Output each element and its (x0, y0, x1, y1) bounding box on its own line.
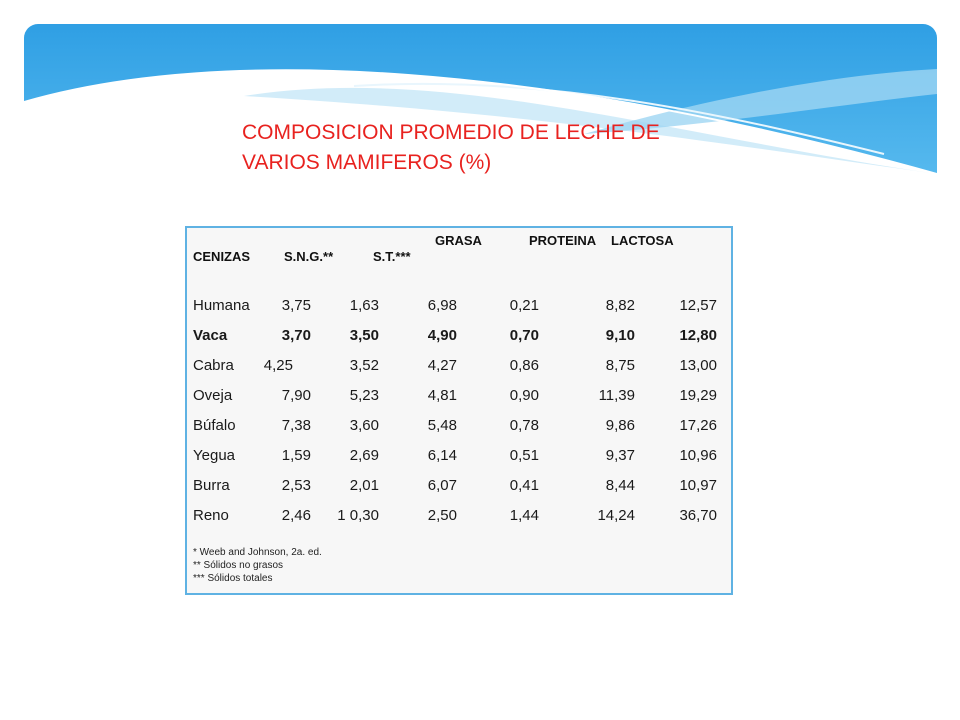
slide-title-line2: VARIOS MAMIFEROS (%) (242, 151, 492, 174)
table-cell: 2,50 (427, 507, 457, 524)
table-cell: 8,82 (605, 297, 635, 314)
row-label: Reno (193, 507, 229, 524)
table-cell: 8,75 (605, 357, 635, 374)
table-cell: 0,86 (509, 357, 539, 374)
table-cell: 4,27 (427, 357, 457, 374)
table-cell: 10,97 (679, 477, 717, 494)
table-cell: 0,41 (509, 477, 539, 494)
header-cenizas: CENIZAS (193, 249, 251, 264)
table-cell: 3,60 (349, 417, 379, 434)
table-cell: 36,70 (679, 507, 717, 524)
table-cell: 19,29 (679, 387, 717, 404)
table-cell: 13,00 (679, 357, 717, 374)
milk-composition-table (185, 226, 733, 595)
table-cell: 2,53 (281, 477, 311, 494)
table-cell: 6,14 (427, 447, 457, 464)
table-cell: 4,81 (427, 387, 457, 404)
table-cell: 3,75 (281, 297, 311, 314)
row-label: Vaca (193, 327, 228, 344)
header-sng: S.N.G.** (284, 249, 334, 264)
table-cell: 5,23 (349, 387, 379, 404)
table-cell: 0,90 (509, 387, 539, 404)
table-cell: 1,44 (509, 507, 539, 524)
table-cell: 7,38 (281, 417, 311, 434)
table-cell: 6,07 (427, 477, 457, 494)
header-grasa: GRASA (435, 233, 482, 248)
table-cell: 6,98 (427, 297, 457, 314)
table-footnotes (193, 546, 322, 585)
header-st: S.T.*** (373, 249, 411, 264)
footnote: * Weeb and Johnson, 2a. ed. (193, 547, 322, 558)
table-cell: 9,86 (605, 417, 635, 434)
table-cell: 0,21 (509, 297, 539, 314)
header-lactosa: LACTOSA (611, 233, 674, 248)
table-cell: 0,51 (509, 447, 539, 464)
table-cell: 8,44 (605, 477, 635, 494)
table-cell: 0,70 (509, 327, 539, 344)
table-cell: 2,46 (281, 507, 311, 524)
table-cell: 9,37 (605, 447, 635, 464)
table-cell: 2,01 (349, 477, 379, 494)
table-cell: 3,70 (281, 327, 311, 344)
row-label: Yegua (193, 447, 235, 464)
row-label: Búfalo (193, 417, 236, 434)
table-cell: 1,63 (349, 297, 379, 314)
table-cell: 7,90 (281, 387, 311, 404)
table-cell: 3,52 (349, 357, 379, 374)
slide-title (242, 118, 762, 178)
table-cell: 4,25 (263, 357, 293, 374)
row-label: Burra (193, 477, 230, 494)
row-label: Oveja (193, 387, 233, 404)
table-cell: 0,78 (509, 417, 539, 434)
table-cell: 5,48 (427, 417, 457, 434)
table-cell: 17,26 (679, 417, 717, 434)
table-cell: 9,10 (605, 327, 635, 344)
table-cell: 3,50 (349, 327, 379, 344)
footnote: *** Sólidos totales (193, 573, 273, 584)
table-cell: 1,59 (281, 447, 311, 464)
table-cell: 10,96 (679, 447, 717, 464)
table-cell: 4,90 (427, 327, 457, 344)
table-cell: 11,39 (598, 387, 635, 404)
table-cell: 12,57 (679, 297, 717, 314)
table-cell: 2,69 (349, 447, 379, 464)
table-cell: 1 0,30 (337, 507, 379, 524)
row-label: Cabra (193, 357, 234, 374)
header-proteina: PROTEINA (529, 233, 597, 248)
table-cell: 12,80 (679, 327, 717, 344)
table-cell: 14,24 (597, 507, 635, 524)
row-label: Humana (193, 297, 250, 314)
footnote: ** Sólidos no grasos (193, 560, 284, 571)
slide-title-line1: COMPOSICION PROMEDIO DE LECHE DE (242, 121, 660, 144)
